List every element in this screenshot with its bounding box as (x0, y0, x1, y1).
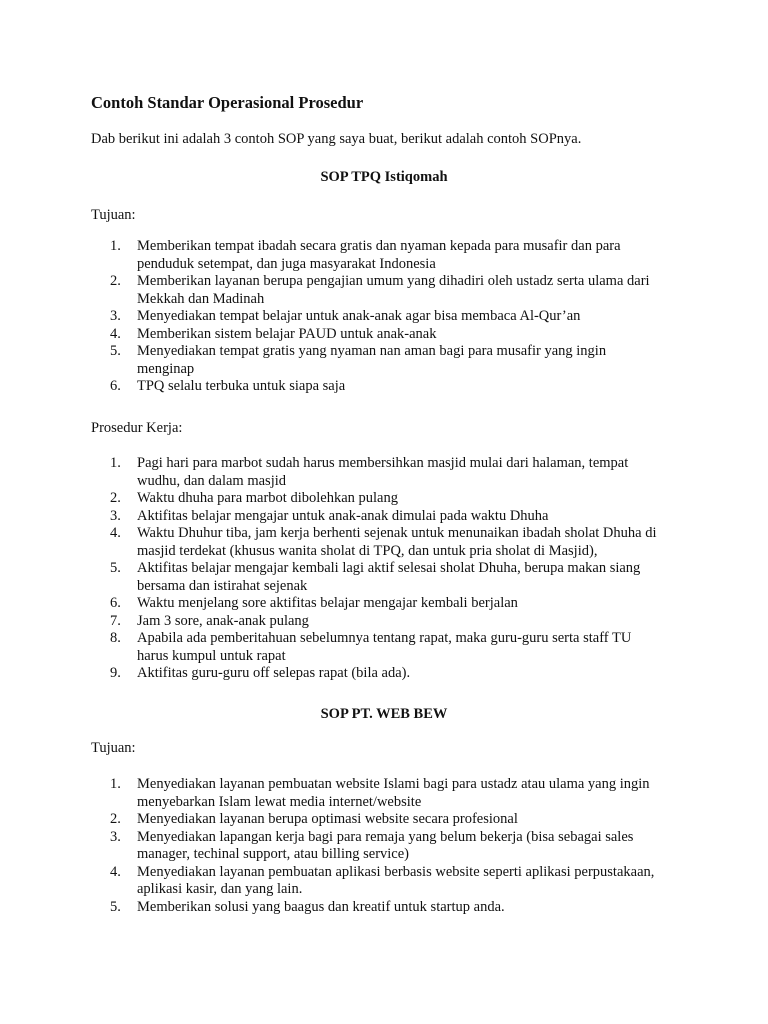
list-item-text: Memberikan layanan berupa pengajian umum yang dihadiri oleh ustadz serta ulama dari Mekkah dan Madinah (137, 273, 650, 307)
list-item-number: 4. (110, 325, 121, 342)
list-item-text: Menyediakan layanan berupa optimasi website secara profesional (137, 811, 518, 827)
list-item-number: 5. (110, 560, 121, 576)
intro-paragraph: Dab berikut ini adalah 3 contoh SOP yang saya buat, berikut adalah contoh SOPnya. (91, 131, 582, 147)
list-item-text: Aktifitas guru-guru off selepas rapat (bila ada). (137, 665, 411, 681)
list-item-number: 3. (110, 308, 121, 324)
list-item-number: 6. (110, 595, 121, 611)
list-item (0, 525, 700, 560)
list-item (0, 273, 700, 308)
list-item-number: 5. (110, 343, 121, 359)
list-item (0, 508, 700, 526)
list-item (0, 864, 700, 899)
list-item-text: Memberikan solusi yang baagus dan kreatif untuk startup anda. (137, 898, 505, 915)
list-item-number: 7. (110, 612, 121, 629)
section-title-sop-tpq: SOP TPQ Istiqomah (320, 169, 448, 185)
list-item (0, 326, 700, 344)
list-item-number: 4. (110, 525, 121, 541)
list-item-number: 2. (110, 273, 121, 289)
prosedur-list-sop-tpq (0, 455, 700, 683)
tujuan-label-sop-tpq: Tujuan: (91, 207, 136, 223)
list-item (0, 613, 700, 631)
list-item (0, 560, 700, 595)
list-item-text: Jam 3 sore, anak-anak pulang (137, 612, 309, 629)
list-item (0, 490, 700, 508)
list-item-text: Waktu dhuha para marbot dibolehkan pulang (137, 490, 398, 506)
list-item-number: 2. (110, 811, 121, 827)
tujuan-list-sop-web-bew (0, 776, 700, 916)
list-item (0, 829, 700, 864)
list-item (0, 776, 700, 811)
list-item-text: Menyediakan tempat belajar untuk anak-anak agar bisa membaca Al-Qur’an (137, 308, 581, 324)
prosedur-label-sop-tpq: Prosedur Kerja: (91, 420, 183, 436)
section-title-sop-web-bew: SOP PT. WEB BEW (320, 706, 448, 722)
list-item-text: Aktifitas belajar mengajar untuk anak-anak dimulai pada waktu Dhuha (137, 507, 549, 524)
list-item-number: 3. (110, 828, 121, 845)
list-item-number: 5. (110, 898, 121, 915)
tujuan-list-sop-tpq (0, 238, 700, 396)
list-item (0, 238, 700, 273)
list-item-text: Menyediakan tempat gratis yang nyaman nan aman bagi para musafir yang ingin menginap (137, 343, 607, 377)
list-item (0, 630, 700, 665)
list-item-number: 6. (110, 378, 121, 394)
tujuan-label-sop-web-bew: Tujuan: (91, 740, 136, 756)
list-item-text: Memberikan tempat ibadah secara gratis dan nyaman kepada para musafir dan para penduduk setempat, dan juga masyarakat Indonesia (137, 238, 621, 272)
list-item-number: 8. (110, 630, 121, 646)
list-item-text: Apabila ada pemberitahuan sebelumnya tentang rapat, maka guru-guru serta staff TU harus kumpul untuk rapat (137, 630, 632, 664)
list-item-number: 1. (110, 776, 121, 792)
list-item-text: Waktu Dhuhur tiba, jam kerja berhenti sejenak untuk menunaikan ibadah sholat Dhuha di masjid terdekat (khusus wanita sholat di TPQ, dan untuk pria sholat di Masjid), (137, 525, 657, 559)
list-item-text: TPQ selalu terbuka untuk siapa saja (137, 378, 346, 394)
list-item-number: 1. (110, 455, 121, 471)
list-item-number: 1. (110, 238, 121, 254)
list-item-text: Waktu menjelang sore aktifitas belajar mengajar kembali berjalan (137, 595, 518, 611)
document-title: Contoh Standar Operasional Prosedur (91, 93, 364, 112)
list-item (0, 811, 700, 829)
list-item-text: Aktifitas belajar mengajar kembali lagi aktif selesai sholat Dhuha, berupa makan siang bersama dan istirahat sejenak (137, 560, 641, 594)
list-item (0, 378, 700, 396)
list-item (0, 343, 700, 378)
list-item-text: Menyediakan layanan pembuatan website Islami bagi para ustadz atau ulama yang ingin menyebarkan Islam lewat media internet/website (137, 776, 650, 810)
list-item-text: Pagi hari para marbot sudah harus membersihkan masjid mulai dari halaman, tempat wudhu, dan dalam masjid (137, 455, 629, 489)
list-item (0, 595, 700, 613)
list-item-text: Memberikan sistem belajar PAUD untuk anak-anak (137, 325, 437, 342)
list-item-text: Menyediakan layanan pembuatan aplikasi berbasis website seperti aplikasi perpustakaan, aplikasi kasir, dan yang lain. (137, 863, 655, 897)
list-item-number: 9. (110, 665, 121, 681)
list-item (0, 455, 700, 490)
list-item (0, 665, 700, 683)
list-item-number: 4. (110, 863, 121, 880)
list-item-text: Menyediakan lapangan kerja bagi para remaja yang belum bekerja (bisa sebagai sales manager, techinal support, atau billing service) (137, 828, 634, 862)
list-item-number: 3. (110, 507, 121, 524)
list-item (0, 899, 700, 917)
list-item-number: 2. (110, 490, 121, 506)
list-item (0, 308, 700, 326)
